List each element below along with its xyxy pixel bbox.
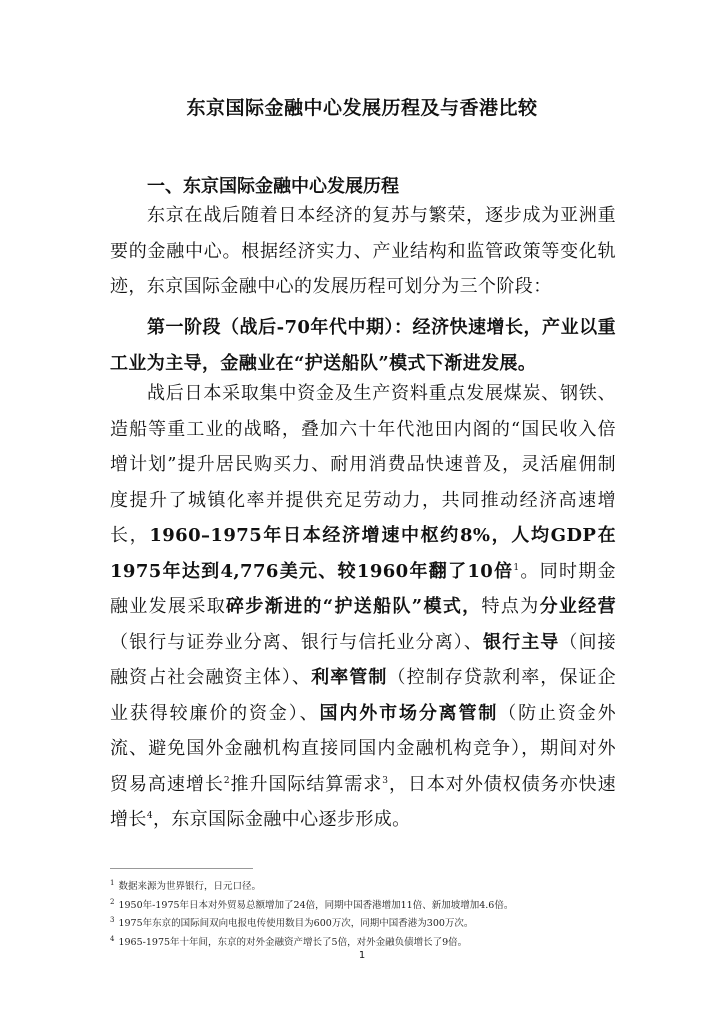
footnote-ref[interactable]: 4 <box>146 811 153 821</box>
body-text: ，日本对外债权债务亦快速增长 <box>110 773 617 830</box>
footnote-item <box>110 932 630 951</box>
body-text: （防止资金外流、避免国外金融机构直接同国内金融机构竞争），期间对外贸易高速增长 <box>110 702 616 795</box>
footnote-ref[interactable]: 1 <box>513 562 520 573</box>
page-number: 1 <box>358 950 366 961</box>
body-bold-text: 碎步渐进的“护送船队”模式， <box>226 596 482 617</box>
footnote-item <box>110 895 630 914</box>
footnote-text: 1975年东京的国际间双向电报电传使用数目为600万次，同期中国香港为300万次。 <box>118 918 474 930</box>
section-heading: 一、东京国际金融中心发展历程 <box>147 176 399 197</box>
body-text: ，东京国际金融中心逐步形成。 <box>152 809 411 830</box>
footnote-ref[interactable]: 2 <box>223 775 230 786</box>
body-text: 推升国际结算需求 <box>229 773 383 795</box>
body-text: 。同时期金融业发展采取 <box>110 560 616 617</box>
footnotes <box>110 876 630 951</box>
body-text: 特点为 <box>481 596 540 617</box>
body-text: 战后日本采取集中资金及生产资料重点发展煤炭、钢铁、造船等重工业的战略，叠加六十年代池田内阁的“国民收入倍增计划”提升居民购买力、耐用消费品快速普及，灵活雇佣制度提升了城镇化率并提供充足劳动力，共同推动经济高速增长， <box>110 383 616 546</box>
footnote-text: 1965-1975年十年间，东京的对外金融资产增长了5倍，对外金融负债增长了9倍。 <box>118 937 468 949</box>
body-bold-text: 利率管制 <box>311 667 388 688</box>
footnote-text: 数据来源为世界银行，日元口径。 <box>118 881 261 893</box>
body-bold-text: 银行主导 <box>483 631 560 653</box>
body-text: （银行与证券业分离、银行与信托业分离）、 <box>110 631 483 653</box>
footnote-text: 1950年-1975年日本对外贸易总额增加了24倍，同期中国香港增加11倍、新加坡增加4.6倍。 <box>118 899 514 911</box>
body-text: （控制存贷款利率，保证企业获得较廉价的资金）、 <box>110 667 616 724</box>
footnote-number: 4 <box>110 934 115 943</box>
footnote-number: 3 <box>110 916 115 925</box>
footnote-item <box>110 913 630 932</box>
footnote-separator <box>110 868 253 869</box>
body-bold-text: 分业经营 <box>539 596 616 617</box>
body-bold-text: 国内外市场分离管制 <box>319 702 499 724</box>
footnote-number: 2 <box>110 897 115 906</box>
footnote-ref[interactable]: 3 <box>382 775 389 786</box>
body-paragraph <box>110 376 616 838</box>
document-title: 东京国际金融中心发展历程及与香港比较 <box>186 97 538 119</box>
footnote-number: 1 <box>110 879 115 887</box>
body-text: （间接融资占社会融资主体）、 <box>110 631 617 688</box>
intro-paragraph: 东京在战后随着日本经济的复苏与繁荣，逐步成为亚洲重要的金融中心。根据经济实力、产业结构和监管政策等变化轨迹，东京国际金融中心的发展历程可划分为三个阶段： <box>110 205 616 297</box>
stage1-heading: 第一阶段（战后-70年代中期）：经济快速增长，产业以重工业为主导，金融业在“护送船队”模式下渐进发展。 <box>110 317 616 374</box>
body-bold-text: 1960–1975年日本经济增速中枢约8%，人均GDP在1975年达到4,776美元、较1960年翻了10倍 <box>110 525 616 582</box>
footnote-item <box>110 876 630 895</box>
